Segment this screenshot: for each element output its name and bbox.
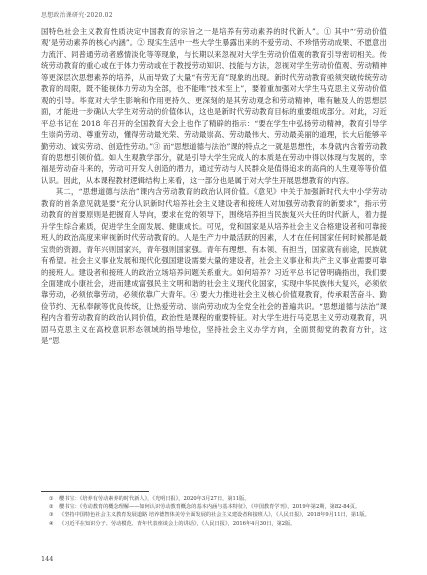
body-text — [41, 26, 387, 347]
footnote-text: 樱书宝：《劳动教育的概念理解——如何认识劳动教育概念的基本内涵与基本特征》，《中国教育学刊》，2019年第2期，第82-84页。 — [59, 504, 361, 511]
paragraph-political-identity: 其二，“思想道德与法治”课内含劳动教育的政治认同价值。《意见》中关于加强新时代大中小学劳动教育的首条意见就是要“充分认识新时代培养社会主义建设者和接班人对加强劳动教育的新要求”，指示劳动教育的首要原则是把握育人导向，要求在党的领导下，围绕培养担当民族复兴大任的时代新人，着力提升学生综合素质，促进学生全面发展、健康成长。可见，党和国家是从培养社会主义合格建设者和可靠接班人的政治高度来审视新时代劳动教育的。人是生产力中最活跃的因素，人才在任何国家任何时候都是最宝贵的资源。青年兴则国家兴，青年强则国家强。青年有理想、有本领、有担当，国家就有前途，民族就有希望。社会主义事业发展和现代化强国建设需要大量的建设者，社会主义事业和共产主义事业需要可靠的接班人。建设者和接班人的政治立场培养问题关系重大。如何培养？习近平总书记曾明确指出，我们要全面建成小康社会，进而建成富强民主文明和谐的社会主义现代化国家，实现中华民族伟大复兴，必须依靠劳动，必须依靠劳动，必须依靠广大青年。④ 要大力推进社会主义核心价值观教育，传承艰苦奋斗、勤俭节约、无私奉献等优良传统，让热爱劳动、崇尚劳动成为全党全社会的普遍共识。“思想道德与法治”课程内含着劳动教育的政治认同价值，政治性是课程的重要特征。对大学生进行马克思主义劳动观教育，巩固马克思主义在高校意识形态领域的指导地位，坚持社会主义办学方向，全面贯彻党的教育方针，这是“思 — [41, 187, 387, 346]
footnotes — [41, 495, 387, 528]
running-header: 思想政治课研究·2020.02 — [41, 12, 113, 19]
footnote-item — [41, 503, 387, 511]
footnote-mark: ① — [49, 496, 54, 502]
paragraph-continuation: 国特色社会主义教育性质决定中国教育的宗旨之一是培养有劳动素养的时代新人”。① 其中“‘劳动价值观’是劳动素养的核心内涵”。② 现实生活中一些大学生暴露出来的不爱劳动、不珍惜劳动成果、不愿意出力流汗、同普通劳动者感情淡化等等现象，与长期以来忽视对大学生劳动价值观的教育引导密切相关。传统劳动教育的重心或在于体力劳动或在于教授劳动知识、技能与方法，忽视对学生劳动价值观、劳动精神等更深层次思想素养的培养，从而导致了大量“有劳无育”现象的出现。新时代劳动教育亟须突破传统劳动教育的局限，既不能视体力劳动为全部，也不能唯“技术至上”，要着重加强对大学生马克思主义劳动价值观的引导。毕竟对大学生影响和作用更持久、更深刻的是其劳动观念和劳动精神，唯有触及人的思想层面，才能进一步确认大学生对劳动的价值体认，这也是新时代劳动教育目标的重要组成部分。对此，习近平总书记在 2018 年召开的全国教育大会上也作了精辟的指示：“要在学生中弘扬劳动精神，教育引导学生崇尚劳动、尊重劳动，懂得劳动最光荣、劳动最崇高、劳动最伟大、劳动最美丽的道理，长大后能够辛勤劳动、诚实劳动、创造性劳动。”③ 而“思想道德与法治”课的特点之一就是思想性，本身就内含着劳动教育的思想引领价值。如人生观教学部分，就是引导大学生完成人的本质是在劳动中得以体现与发展的，幸福是劳动奋斗来的，劳动可开发人创造的潜力，通过劳动与人民群众是值得追求的高尚的人生观等等价值认识。因此，从本课程教材逻辑结构上来看，这一部分也是属于对大学生开展思想教育的内容。 — [41, 27, 387, 185]
footnote-mark: ④ — [49, 520, 54, 527]
footnote-text: 《习近平在知识分子、劳动模范、青年代表座谈会上的讲话》，《人民日报》，2016年4月30日，第2版。 — [59, 520, 296, 527]
footnote-item — [41, 520, 387, 528]
footnote-divider — [41, 491, 149, 492]
footnote-mark: ③ — [49, 512, 54, 519]
footnote-item — [41, 495, 387, 503]
footnote-text: 《坚持中国特色社会主义教育发展道路 培养德智体美劳全面发展的社会主义建设者和接班人》，《人民日报》，2018年9月11日，第1版。 — [59, 512, 370, 519]
footnote-text: 樱书宝：《培养有劳动素养的时代新人》，《光明日报》，2020年3月27日，第11版。 — [59, 496, 250, 502]
footnote-mark: ② — [49, 504, 54, 511]
footnote-item — [41, 511, 387, 519]
page-number: 144 — [41, 555, 54, 563]
